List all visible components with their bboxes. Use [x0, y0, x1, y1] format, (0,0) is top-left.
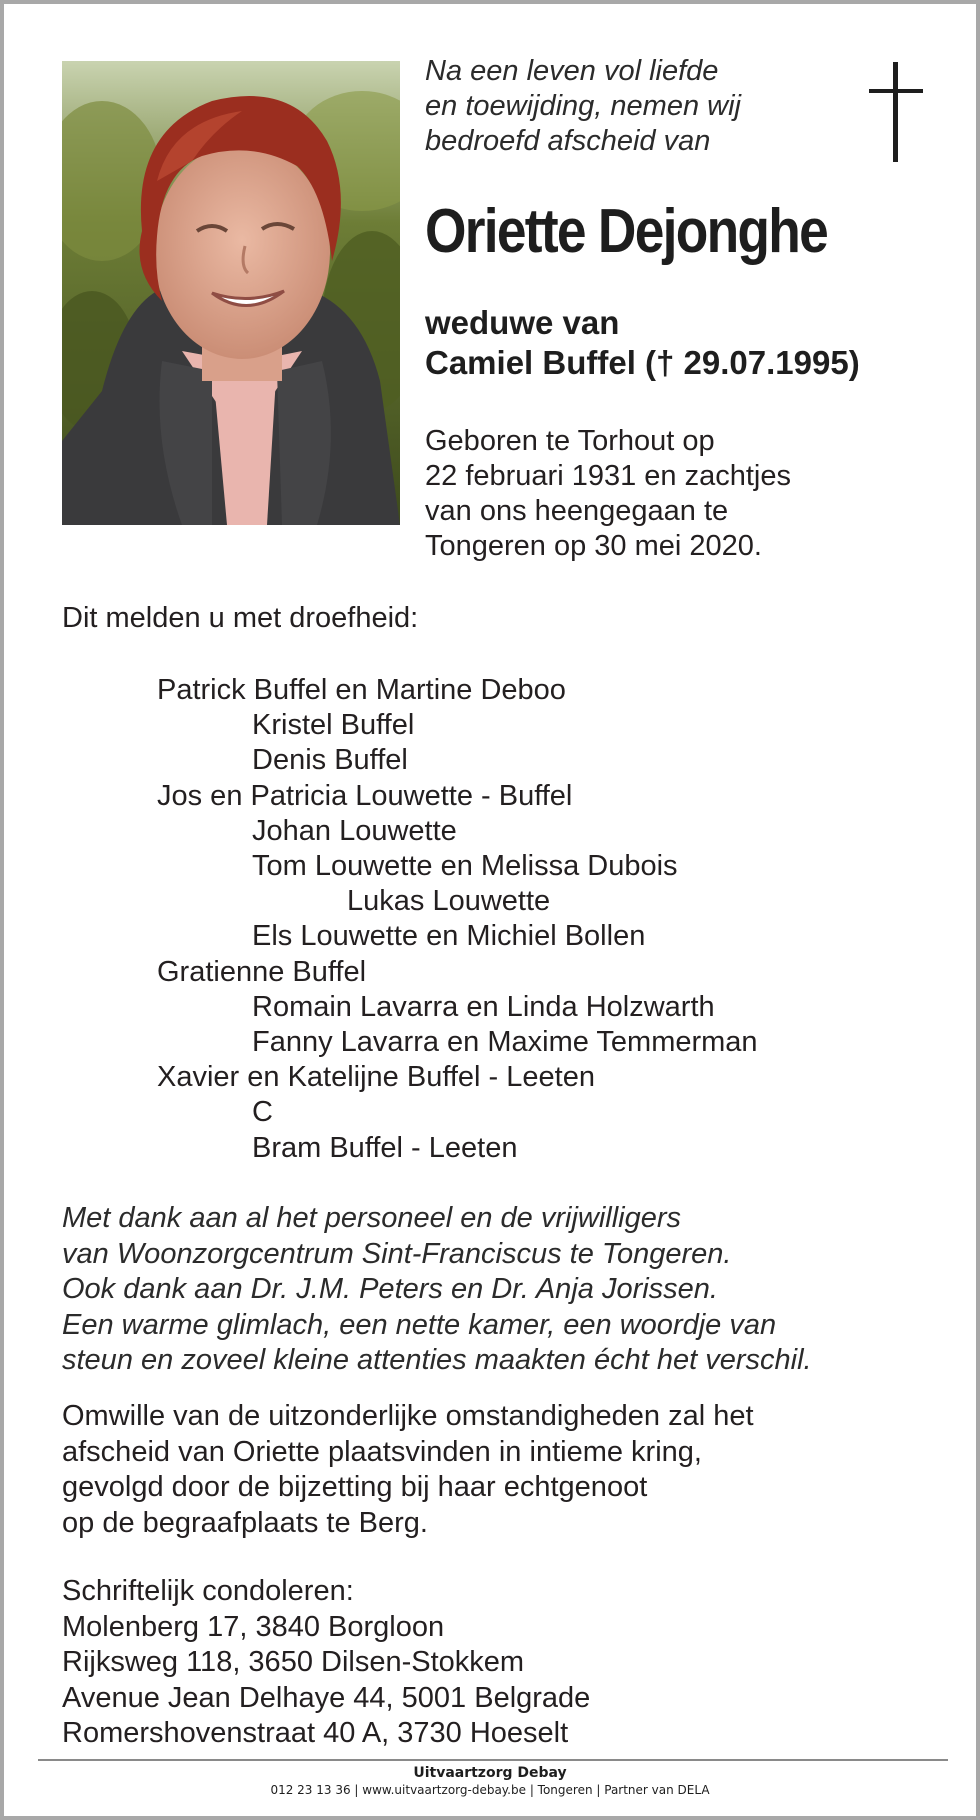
footer — [4, 1764, 976, 1799]
deceased-name: Oriette Dejonghe — [425, 197, 828, 266]
intro-text — [425, 54, 845, 159]
widow-of — [425, 303, 965, 383]
birth-line: Tongeren op 30 mei 2020. — [425, 530, 762, 562]
family-member: Denis Buffel — [252, 744, 408, 777]
family-member: Johan Louwette — [252, 814, 457, 847]
family-member: Gratienne Buffel — [157, 955, 367, 988]
cross-icon — [866, 62, 926, 162]
family-member: Fanny Lavarra en Maxime Temmerman — [252, 1026, 758, 1059]
birth-line: 22 februari 1931 en zachtjes — [425, 460, 791, 492]
ceremony-line: afscheid van Oriette plaatsvinden in intieme kring, — [62, 1435, 702, 1468]
family-member: Lukas Louwette — [347, 885, 551, 918]
thanks-line: van Woonzorgcentrum Sint-Franciscus te Tongeren. — [62, 1237, 732, 1270]
family-member: Patrick Buffel en Martine Deboo — [157, 674, 566, 706]
address-line: Molenberg 17, 3840 Borgloon — [62, 1610, 445, 1643]
thanks-line: Een warme glimlach, een nette kamer, een woordje van — [62, 1308, 777, 1341]
address-line: Rijksweg 118, 3650 Dilsen-Stokkem — [62, 1646, 525, 1678]
condolence-addresses — [62, 1574, 590, 1752]
family-member: Kristel Buffel — [252, 709, 415, 742]
birth-line: Geboren te Torhout op — [425, 425, 715, 457]
portrait-photo — [62, 61, 400, 525]
condolence-heading: Schriftelijk condoleren: — [62, 1575, 354, 1607]
family-member: Bram Buffel - Leeten — [252, 1131, 518, 1164]
widow-line: Camiel Buffel († 29.07.1995) — [425, 344, 860, 381]
family-member: Romain Lavarra en Linda Holzwarth — [252, 990, 715, 1023]
ceremony-line: gevolgd door de bijzetting bij haar echtgenoot — [62, 1471, 648, 1503]
family-member: Xavier en Katelijne Buffel - Leeten — [157, 1061, 595, 1094]
address-line: Romershovenstraat 40 A, 3730 Hoeselt — [62, 1717, 569, 1749]
address-line: Avenue Jean Delhaye 44, 5001 Belgrade — [62, 1681, 591, 1714]
family-member: Jos en Patricia Louwette - Buffel — [157, 779, 573, 812]
birth-death-info — [425, 424, 965, 564]
widow-line: weduwe van — [425, 304, 620, 341]
thanks-line: Ook dank aan Dr. J.M. Peters en Dr. Anja Jorissen. — [62, 1273, 718, 1305]
family-member: Tom Louwette en Melissa Dubois — [252, 850, 678, 883]
funeral-company: Uitvaartzorg Debay — [413, 1765, 567, 1781]
thanks-text — [62, 1201, 812, 1379]
footer-divider — [38, 1759, 948, 1761]
thanks-line: steun en zoveel kleine attenties maakten écht het verschil. — [62, 1344, 812, 1376]
family-member: Els Louwette en Michiel Bollen — [252, 920, 646, 953]
intro-line: en toewijding, nemen wij — [425, 90, 741, 122]
funeral-contact: 012 23 13 36 | www.uitvaartzorg-debay.be | Tongeren | Partner van DELA — [270, 1783, 710, 1797]
ceremony-line: op de begraafplaats te Berg. — [62, 1506, 428, 1539]
family-member: C — [252, 1096, 273, 1129]
birth-line: van ons heengegaan te — [425, 495, 729, 527]
announcement: Dit melden u met droefheid: — [62, 602, 419, 634]
family-list — [62, 673, 758, 1166]
ceremony-text — [62, 1399, 754, 1541]
thanks-line: Met dank aan al het personeel en de vrijwilligers — [62, 1202, 682, 1234]
intro-line: bedroefd afscheid van — [425, 125, 711, 157]
ceremony-line: Omwille van de uitzonderlijke omstandigheden zal het — [62, 1400, 754, 1432]
intro-line: Na een leven vol liefde — [425, 55, 719, 87]
